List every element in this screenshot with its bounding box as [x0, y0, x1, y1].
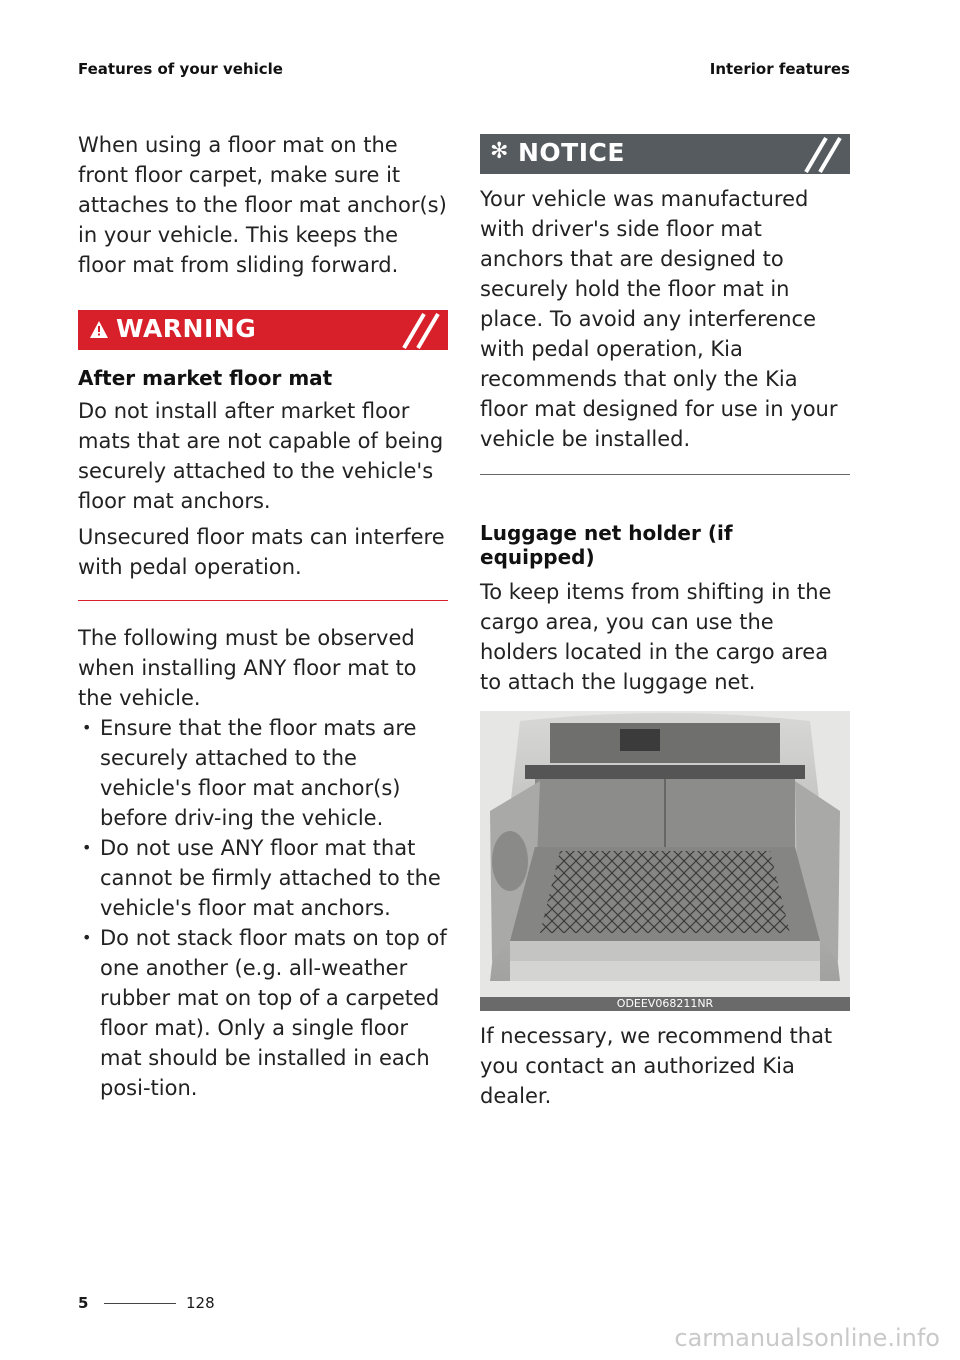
- notice-banner: [480, 134, 850, 174]
- right-column: [480, 134, 850, 1111]
- watermark: carmanualsonline.info: [674, 1324, 940, 1352]
- left-column: [78, 130, 448, 1103]
- warning-triangle-icon: [90, 321, 108, 338]
- page-number: 128: [186, 1294, 215, 1312]
- notice-end-rule: [480, 474, 850, 475]
- section-title: Luggage net holder (if equipped): [480, 521, 733, 569]
- observe-paragraph: The following must be observed when installing ANY floor mat to the vehicle.: [78, 626, 417, 710]
- stripes-decoration-icon: [398, 310, 442, 350]
- cargo-net-illustration: [480, 711, 850, 997]
- footer-divider: [104, 1303, 176, 1304]
- notice-label: NOTICE: [518, 138, 625, 167]
- asterisk-icon: ✻: [490, 139, 509, 164]
- warning-banner: [78, 310, 448, 350]
- list-item: • Ensure that the floor mats are securely attached to the vehicle's floor mat anchor(s) before driv-ing the vehicle.: [78, 713, 448, 833]
- warning-label: WARNING: [116, 314, 257, 343]
- requirements-list: [78, 713, 448, 1103]
- warning-paragraph-1: Do not install after market floor mats that are not capable of being securely attached to the vehicle's floor mat anchors.: [78, 399, 444, 513]
- closing-paragraph: If necessary, we recommend that you contact an authorized Kia dealer.: [480, 1024, 833, 1108]
- intro-paragraph: When using a floor mat on the front floor carpet, make sure it attaches to the floor mat anchor(s) in your vehicle. This keeps the floor mat from sliding forward.: [78, 133, 447, 277]
- section-number: 5: [78, 1294, 89, 1312]
- warning-title: After market floor mat: [78, 366, 333, 390]
- warning-paragraph-2: Unsecured floor mats can interfere with pedal operation.: [78, 525, 445, 579]
- list-item: • Do not stack floor mats on top of one another (e.g. all-weather rubber mat on top of a carpeted floor mat). Only a single floor mat should be installed in each posi-tion.: [78, 923, 448, 1103]
- section-paragraph: To keep items from shifting in the cargo area, you can use the holders located in the cargo area to attach the luggage net.: [480, 580, 832, 694]
- warning-end-rule: [78, 600, 448, 601]
- running-header-left: Features of your vehicle: [78, 60, 283, 78]
- cargo-area-photo: [480, 711, 850, 1011]
- photo-caption: ODEEV068211NR: [480, 997, 850, 1011]
- list-item: • Do not use ANY floor mat that cannot be firmly attached to the vehicle's floor mat anchors.: [78, 833, 448, 923]
- stripes-decoration-icon: [800, 134, 844, 174]
- running-header-right: Interior features: [709, 60, 850, 78]
- notice-paragraph: Your vehicle was manufactured with driver's side floor mat anchors that are designed to securely hold the floor mat in place. To avoid any interference with pedal operation, Kia recommends that only the Kia floor mat designed for use in your vehicle be installed.: [480, 187, 838, 451]
